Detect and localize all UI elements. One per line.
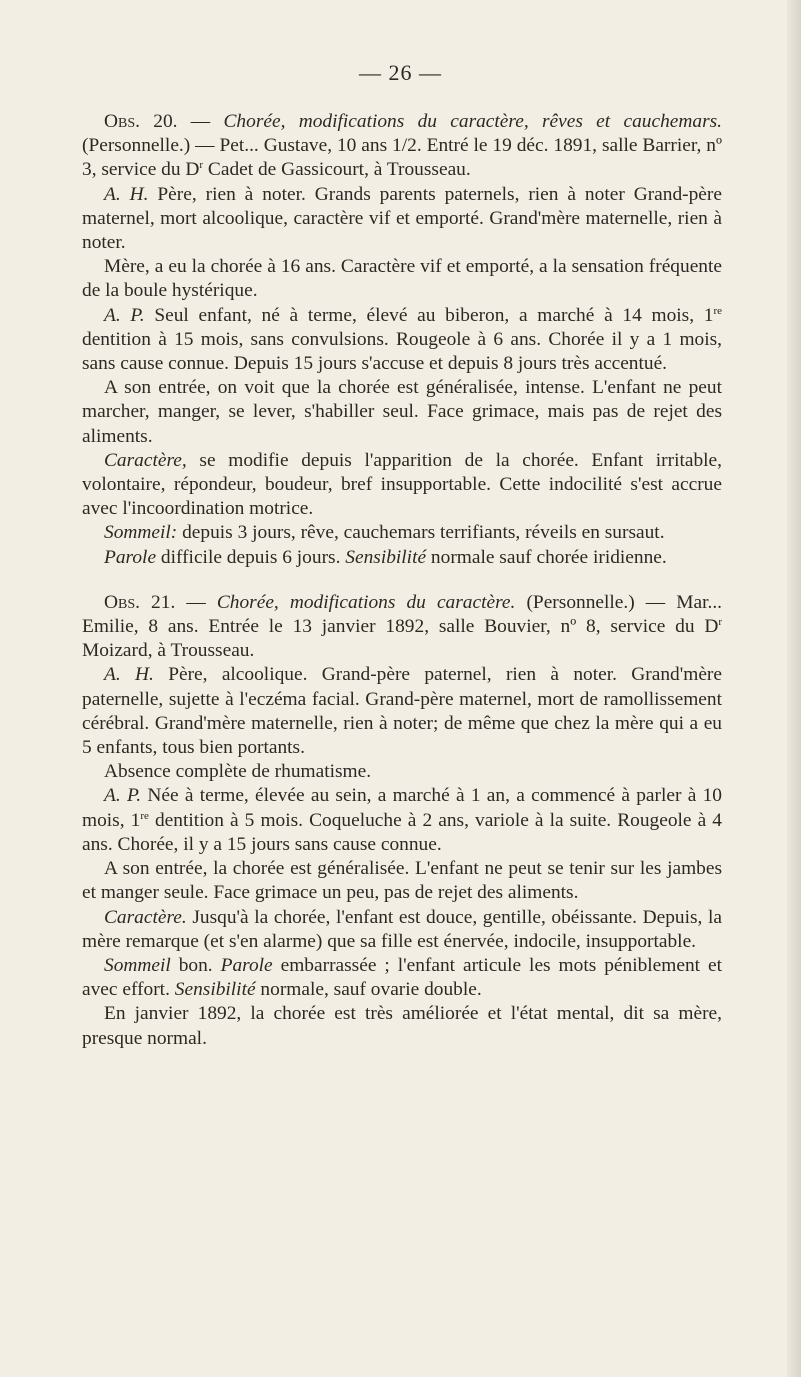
- page-edge-shadow: [787, 0, 801, 1377]
- obs-20-caractere-text: se modifie depuis l'apparition de la chorée. Enfant irritable, volontaire, répondeur, boudeur, bref insupportable. Cette indocilité s'est accrue avec l'incoordination motrice.: [82, 449, 722, 520]
- obs-20-parole: [82, 546, 722, 570]
- obs-20-intro: (Personnelle.) — Pet... Gustave, 10 ans 1/2. Entré le 19 déc. 1891, salle Barrier, nº 3, service du D: [82, 135, 722, 181]
- obs-21-intro-sup: r: [718, 616, 722, 629]
- obs-20-ah-text: Père, rien à noter. Grands parents paternels, rien à noter Grand-père maternel, mort alcoolique, caractère vif et emporté. Grand'mère maternelle, rien à noter.: [82, 183, 722, 254]
- obs-21-sommeil-text: bon.: [170, 954, 221, 976]
- obs-20-sommeil: [82, 521, 722, 545]
- obs-20-antecedents-hereditaires: [82, 183, 722, 256]
- obs-21-ap-sup: re: [140, 809, 149, 822]
- obs-20-title: Chorée, modifications du caractère, rêves et cauchemars.: [223, 111, 723, 132]
- obs-21-antecedents-personnels: [82, 784, 722, 857]
- obs-20-sommeil-label: Sommeil:: [104, 522, 178, 544]
- obs-20-mere: Mère, a eu la chorée à 16 ans. Caractère vif et emporté, a la sensation fréquente de la boule hystérique.: [82, 256, 722, 302]
- obs-20-sensibilite-text: normale sauf chorée iridienne.: [426, 546, 667, 568]
- obs-20-intro-sup: r: [199, 159, 204, 172]
- obs-21-caractere-label: Caractère.: [104, 906, 187, 928]
- obs-21-parole-text: embarrassée ; l'enfant articule les mots péniblement et avec effort.: [82, 954, 722, 1001]
- obs-20-parole-text: difficile depuis 6 jours.: [156, 546, 346, 568]
- obs-21-janvier: En janvier 1892, la chorée est très améliorée et l'état mental, dit sa mère, presque normal.: [82, 1003, 722, 1049]
- obs-20-parole-label: Parole: [104, 546, 157, 568]
- page-number: — 26 —: [359, 60, 442, 85]
- obs-21-sensibilite-label: Sensibilité: [174, 979, 256, 1001]
- obs-20-ap-text-1: Seul enfant, né à terme, élevé au biberon, a marché à 14 mois, 1: [144, 304, 714, 326]
- obs-21-ap-text-1: Née à terme, élevée au sein, a marché à 1 an, a commencé à parler à 10 mois, 1: [82, 785, 722, 831]
- obs-20-sensibilite-label: Sensibilité: [345, 546, 427, 568]
- obs-21-parole-label: Parole: [220, 954, 273, 976]
- section-gap: [82, 570, 722, 591]
- obs-21-sensibilite-text: normale, sauf ovarie double.: [255, 979, 482, 1001]
- page-text: [82, 110, 722, 1051]
- obs-21-absence: Absence complète de rhumatisme.: [104, 761, 372, 783]
- obs-20-header: [82, 110, 722, 183]
- obs-21-entree: A son entrée, la chorée est généralisée. L'enfant ne peut se tenir sur les jambes et manger seule. Face grimace un peu, pas de rejet des aliments.: [82, 858, 722, 904]
- obs-20-caractere: [82, 449, 722, 522]
- obs-21-ap-label: A. P.: [104, 785, 142, 807]
- obs-21-sommeil-label: Sommeil: [104, 954, 171, 976]
- obs-20-label: Obs. 20.: [104, 111, 178, 132]
- obs-20-intro-end: Cadet de Gassicourt, à Trousseau.: [203, 159, 471, 181]
- obs-21-ah-label: A. H.: [104, 664, 154, 686]
- obs-20-ap-sup: re: [713, 304, 723, 317]
- obs-21-title: Chorée, modifications du caractère.: [216, 591, 516, 613]
- obs-21-intro: (Personnelle.) — Mar... Emilie, 8 ans. Entrée le 13 janvier 1892, salle Bouvier, nº 8, service du D: [82, 591, 723, 638]
- obs-20-entree: A son entrée, on voit que la chorée est généralisée, intense. L'enfant ne peut marcher, manger, se lever, s'habiller seul. Face grimace, mais pas de rejet des aliments.: [82, 377, 722, 447]
- obs-20-caractere-label: Caractère,: [104, 449, 187, 471]
- obs-21-caractere: [82, 906, 722, 954]
- obs-21-caractere-text: Jusqu'à la chorée, l'enfant est douce, gentille, obéissante. Depuis, la mère remarque (et s'en alarme) que sa fille est énervée, indocile, insupportable.: [82, 906, 722, 952]
- obs-21-antecedents-hereditaires: [82, 663, 722, 760]
- obs-20-antecedents-personnels: [82, 304, 722, 377]
- obs-21-label: Obs. 21.: [104, 591, 176, 613]
- obs-20-ap-label: A. P.: [104, 304, 145, 326]
- obs-21-intro-end: Moizard, à Trousseau.: [82, 640, 255, 662]
- obs-20-dash: —: [177, 111, 224, 132]
- obs-20-sommeil-text: depuis 3 jours, rêve, cauchemars terrifiants, réveils en sursaut.: [177, 522, 665, 544]
- obs-21-sommeil: [82, 954, 722, 1002]
- obs-21-header: [82, 591, 722, 664]
- obs-21-dash: —: [175, 591, 217, 613]
- obs-20-ah-label: A. H.: [104, 183, 149, 205]
- obs-21-ah-text: Père, alcoolique. Grand-père paternel, rien à noter. Grand'mère paternelle, sujette à l'eczéma facial. Grand-père maternel, mort de ramollissement cérébral. Grand'mère maternelle, rien à noter; de même que chez la mère qui a eu 5 enfants, tous bien portants.: [82, 664, 722, 759]
- obs-20-ap-text-2: dentition à 15 mois, sans convulsions. Rougeole à 6 ans. Chorée il y a 1 mois, sans cause connue. Depuis 15 jours s'accuse et depuis 8 jours très accentué.: [82, 328, 722, 375]
- obs-21-ap-text-2: dentition à 5 mois. Coqueluche à 2 ans, variole à la suite. Rougeole à 4 ans. Chorée, il y a 15 jours sans cause connue.: [82, 809, 722, 855]
